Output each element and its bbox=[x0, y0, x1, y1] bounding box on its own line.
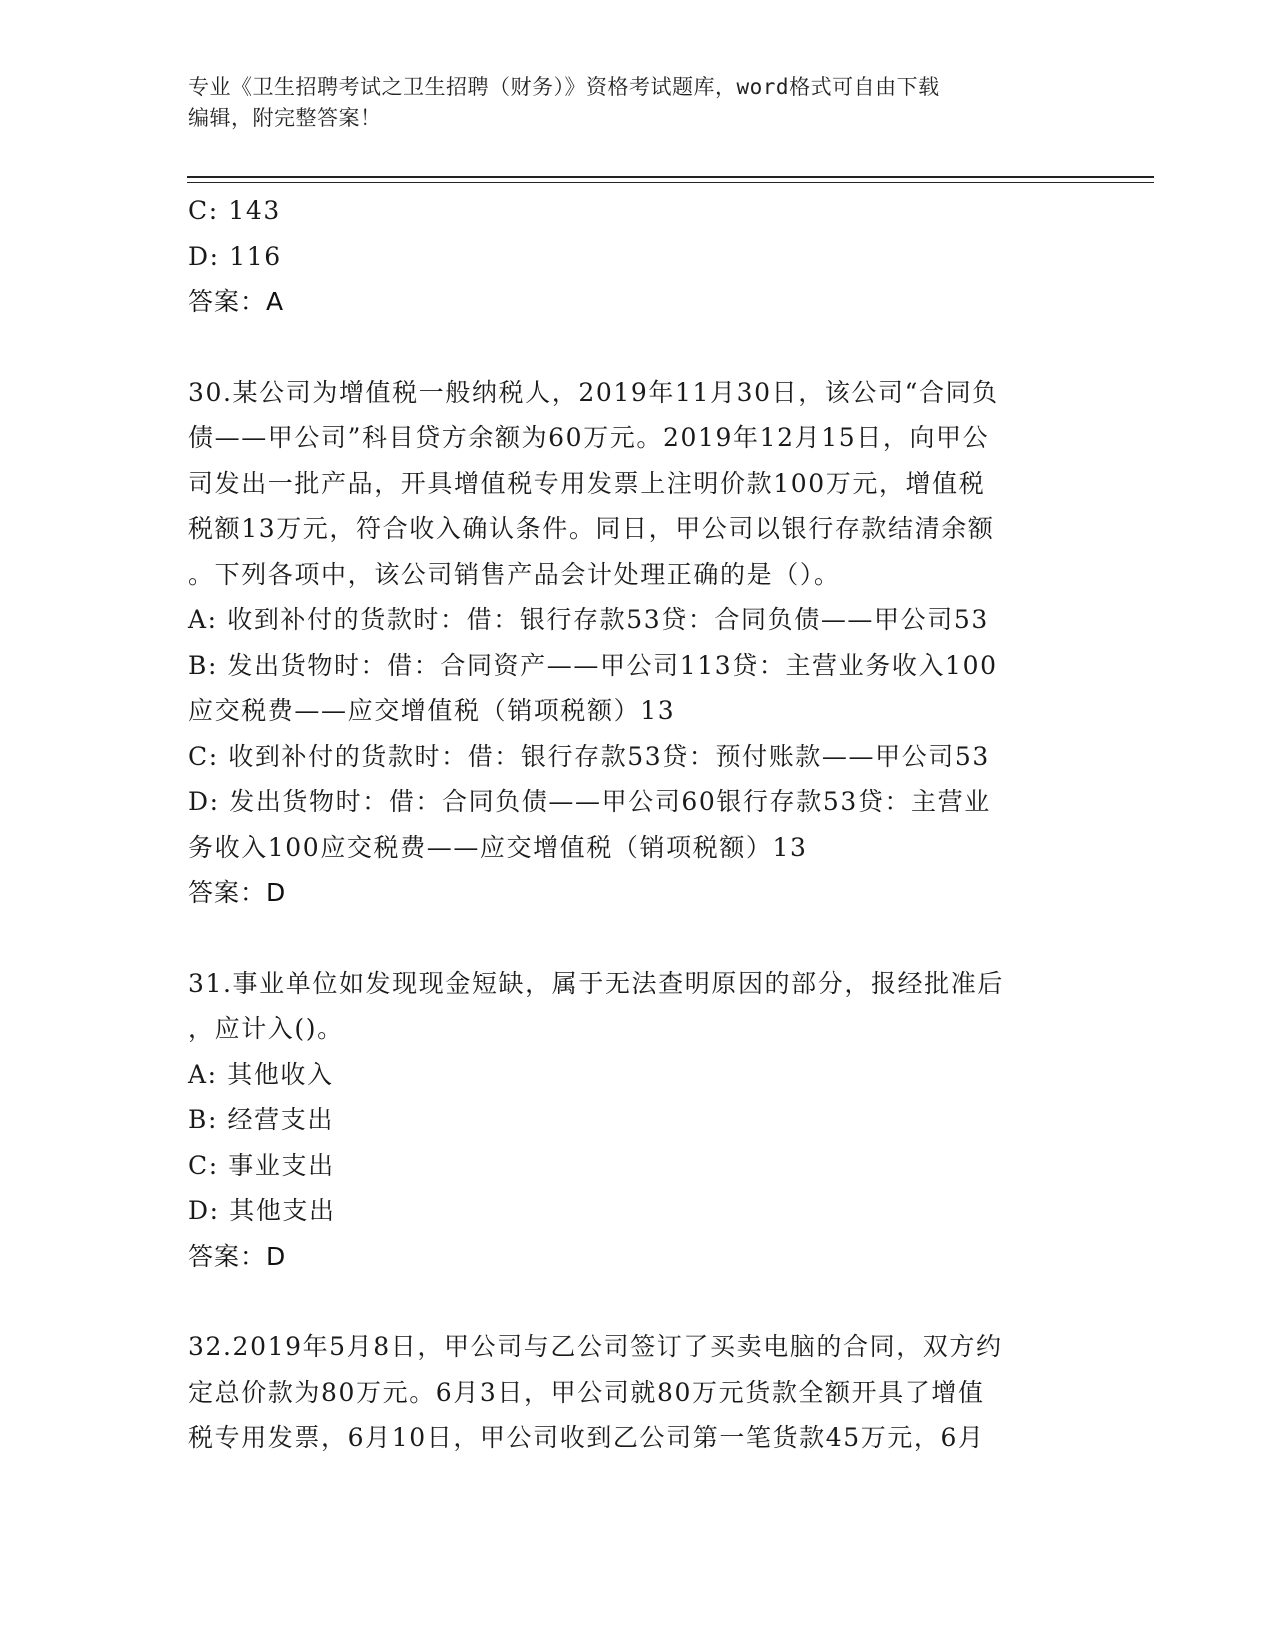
question-32-stem-line: 定总价款为80万元。6月3日，甲公司就80万元货款全额开具了增值 bbox=[188, 1377, 985, 1407]
question-30-stem-line: 债——甲公司”科目贷方余额为60万元。2019年12月15日，向甲公 bbox=[188, 423, 990, 452]
question-32-stem-line: 32.2019年5月8日，甲公司与乙公司签订了买卖电脑的合同，双方约 bbox=[188, 1332, 1003, 1361]
spacer bbox=[188, 1279, 1078, 1324]
question-30-stem-line: 30.某公司为增值税一般纳税人，2019年11月30日，该公司“合同负 bbox=[188, 377, 999, 407]
option-text: 116 bbox=[229, 241, 282, 271]
question-30-option-c: C: 收到补付的货款时：借：银行存款53贷：预付账款——甲公司53 bbox=[188, 741, 990, 771]
question-31-option-b: B: 经营支出 bbox=[188, 1105, 334, 1134]
header-line-2: 编辑，附完整答案！ bbox=[188, 106, 382, 130]
question-30-stem-line: 。下列各项中，该公司销售产品会计处理正确的是（）。 bbox=[188, 559, 841, 589]
question-30-stem-line: 司发出一批产品，开具增值税专用发票上注明价款100万元，增值税 bbox=[188, 468, 986, 498]
header-divider-thin bbox=[187, 182, 1154, 183]
page-header bbox=[188, 72, 1068, 134]
question-30-option-b: B: 发出货物时：借：合同资产——甲公司113贷：主营业务收入100 bbox=[188, 650, 998, 680]
question-31-option-c: C: 事业支出 bbox=[188, 1150, 335, 1180]
question-31-stem-line: ，应计入()。 bbox=[188, 1014, 344, 1043]
question-30-stem-line: 税额13万元，符合收入确认条件。同日，甲公司以银行存款结清余额 bbox=[188, 514, 995, 543]
option-c bbox=[188, 188, 1078, 234]
option-d bbox=[188, 234, 1078, 280]
question-30-option-b-cont: 应交税费——应交增值税（销项税额）13 bbox=[188, 696, 676, 725]
option-text: 143 bbox=[228, 196, 281, 225]
question-31-option-a: A: 其他收入 bbox=[188, 1059, 334, 1089]
question-31-option-d: D: 其他支出 bbox=[188, 1196, 336, 1225]
header-divider-thick bbox=[187, 176, 1154, 178]
question-31-answer: 答案：D bbox=[188, 1241, 287, 1271]
spacer bbox=[188, 325, 1078, 370]
question-30-answer: 答案：D bbox=[188, 878, 287, 907]
document-body bbox=[188, 188, 1078, 1461]
option-label: D: bbox=[188, 241, 220, 271]
spacer bbox=[188, 916, 1078, 961]
header-line-1: 专业《卫生招聘考试之卫生招聘（财务）》资格考试题库，word格式可自由下载 bbox=[188, 75, 940, 99]
question-30-option-d: D: 发出货物时：借：合同负债——甲公司60银行存款53贷：主营业 bbox=[188, 787, 991, 816]
question-31-stem-line: 31.事业单位如发现现金短缺，属于无法查明原因的部分，报经批准后 bbox=[188, 968, 1004, 998]
option-label: C: bbox=[188, 196, 219, 225]
question-32-stem-line: 税专用发票，6月10日，甲公司收到乙公司第一笔货款45万元，6月 bbox=[188, 1423, 985, 1452]
answer-line: 答案：A bbox=[188, 287, 285, 316]
question-30-option-a: A: 收到补付的货款时：借：银行存款53贷：合同负债——甲公司53 bbox=[188, 605, 989, 634]
question-30-option-d-cont: 务收入100应交税费——应交增值税（销项税额）13 bbox=[188, 832, 808, 862]
